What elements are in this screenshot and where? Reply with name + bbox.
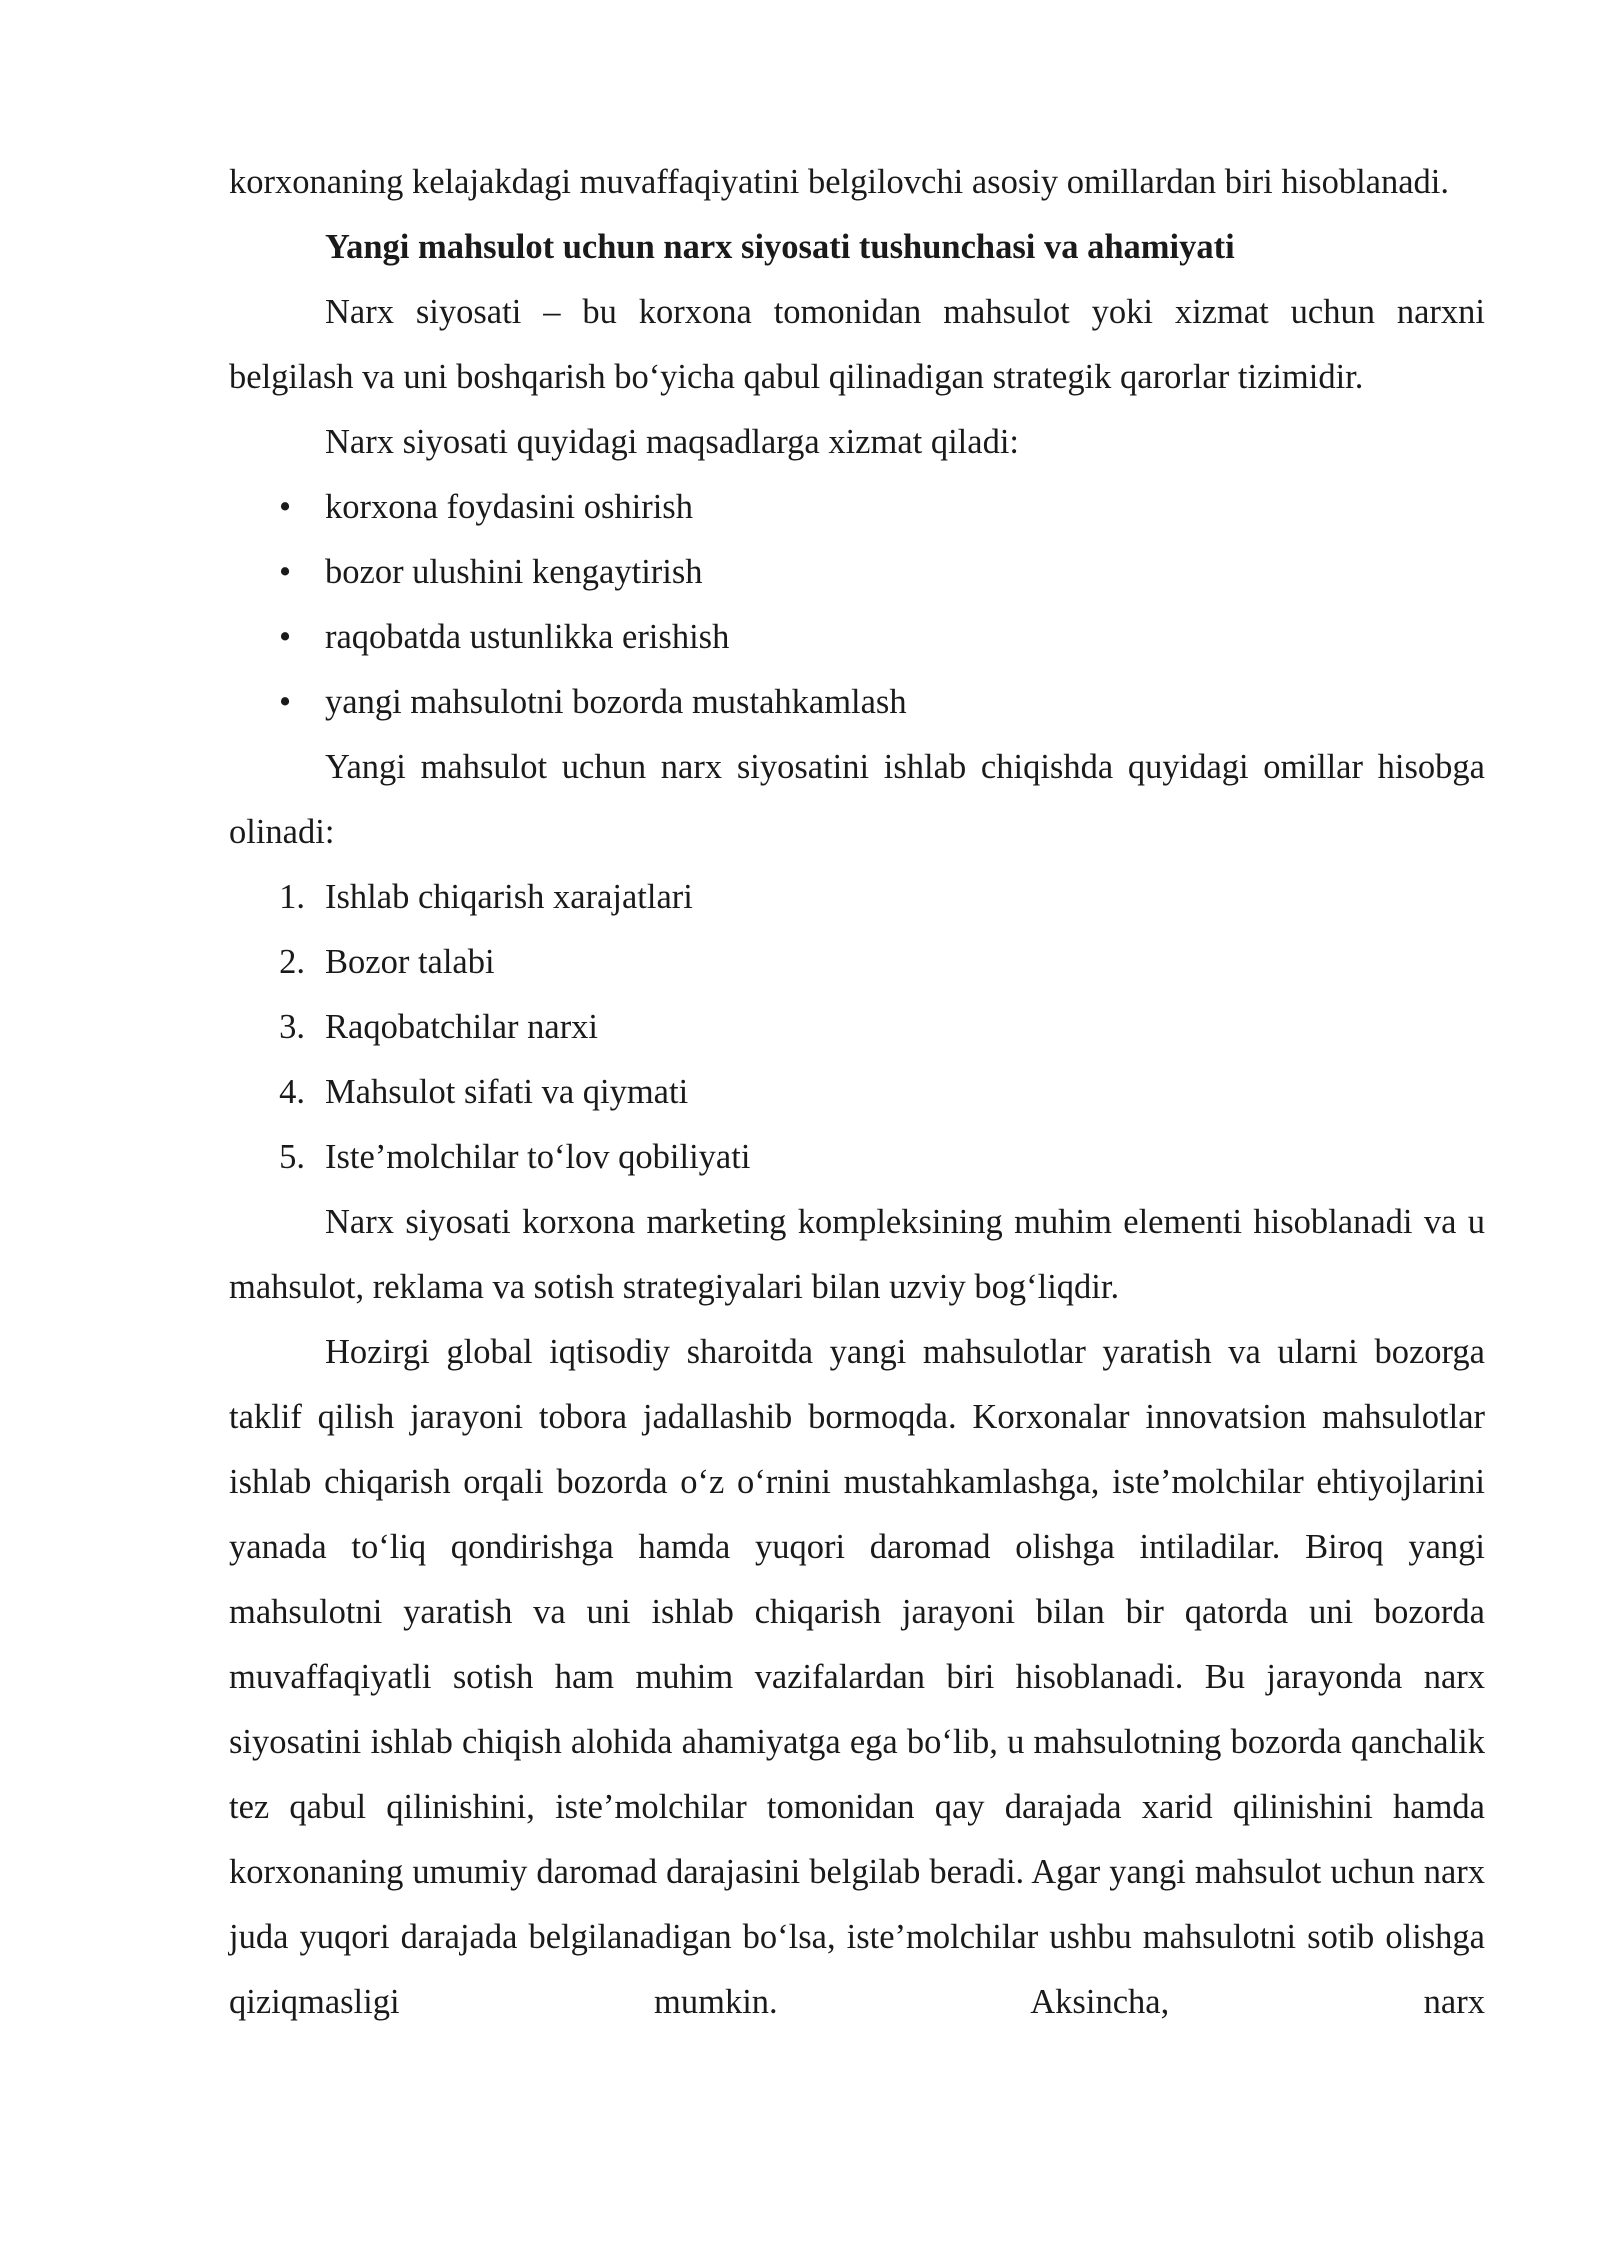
- list-item: [229, 865, 1485, 930]
- list-item: [229, 475, 1485, 540]
- list-item-text: korxona foydasini oshirish: [325, 488, 693, 526]
- list-item-text: yangi mahsulotni bozorda mustahkamlash: [325, 683, 907, 721]
- goals-bullet-list: [229, 475, 1485, 735]
- factors-intro-paragraph: Yangi mahsulot uchun narx siyosatini ishlab chiqishda quyidagi omillar hisobga olinadi:: [229, 748, 1485, 851]
- intro-continuation-paragraph: korxonaning kelajakdagi muvaffaqiyatini belgilovchi asosiy omillardan biri hisoblanadi.: [229, 163, 1449, 201]
- document-page: [229, 150, 1485, 2035]
- list-item: [229, 930, 1485, 995]
- list-item: [229, 995, 1485, 1060]
- section-heading: Yangi mahsulot uchun narx siyosati tushunchasi va ahamiyati: [325, 228, 1235, 266]
- number-marker: 2.: [279, 943, 305, 981]
- bullet-marker: •: [278, 553, 292, 591]
- list-item-text: bozor ulushini kengaytirish: [325, 553, 703, 591]
- number-marker: 3.: [279, 1008, 305, 1046]
- list-item: [229, 1125, 1485, 1190]
- global-paragraph: Hozirgi global iqtisodiy sharoitda yangi mahsulotlar yaratish va ularni bozorga taklif qilish jarayoni tobora jadallashib bormoqda. Korxonalar innovatsion mahsulotlar ishlab chiqarish orqali bozorda o‘z o‘rnini mustahkamlashga, iste’molchilar ehtiyojlarini yanada to‘liq qondirishga hamda yuqori daromad olishga intiladilar. Biroq yangi mahsulotni yaratish va uni ishlab chiqarish jarayoni bilan bir qatorda uni bozorda muvaffaqiyatli sotish ham muhim vazifalardan biri hisoblanadi. Bu jarayonda narx siyosatini ishlab chiqish alohida ahamiyatga ega bo‘lib, u mahsulotning bozorda qanchalik tez qabul qilinishini, iste’molchilar tomonidan qay darajada xarid qilinishini hamda korxonaning umumiy daromad darajasini belgilab beradi. Agar yangi mahsulot uchun narx juda yuqori darajada belgilanadigan bo‘lsa, iste’molchilar ushbu mahsulotni sotib olishga qiziqmasligi mumkin. Aksincha, narx: [229, 1333, 1485, 2021]
- bullet-marker: •: [278, 618, 292, 656]
- number-marker: 5.: [279, 1138, 305, 1176]
- definition-paragraph: Narx siyosati – bu korxona tomonidan mahsulot yoki xizmat uchun narxni belgilash va uni boshqarish bo‘yicha qabul qilinadigan strategik qarorlar tizimidir.: [229, 293, 1485, 396]
- list-item-text: Ishlab chiqarish xarajatlari: [325, 878, 693, 916]
- marketing-paragraph: Narx siyosati korxona marketing kompleksining muhim elementi hisoblanadi va u mahsulot, reklama va sotish strategiyalari bilan uzviy bog‘liqdir.: [229, 1203, 1485, 1306]
- list-item-text: Iste’molchilar to‘lov qobiliyati: [325, 1138, 751, 1176]
- factors-numbered-list: [229, 865, 1485, 1190]
- list-item-text: Bozor talabi: [325, 943, 495, 981]
- list-item: [229, 605, 1485, 670]
- list-item: [229, 1060, 1485, 1125]
- goals-intro-paragraph: Narx siyosati quyidagi maqsadlarga xizmat qiladi:: [325, 423, 1019, 461]
- list-item: [229, 540, 1485, 605]
- number-marker: 4.: [279, 1073, 305, 1111]
- number-marker: 1.: [279, 878, 305, 916]
- list-item-text: raqobatda ustunlikka erishish: [325, 618, 730, 656]
- list-item-text: Mahsulot sifati va qiymati: [325, 1073, 689, 1111]
- list-item-text: Raqobatchilar narxi: [325, 1008, 599, 1046]
- bullet-marker: •: [278, 683, 292, 721]
- list-item: [229, 670, 1485, 735]
- bullet-marker: •: [278, 488, 292, 526]
